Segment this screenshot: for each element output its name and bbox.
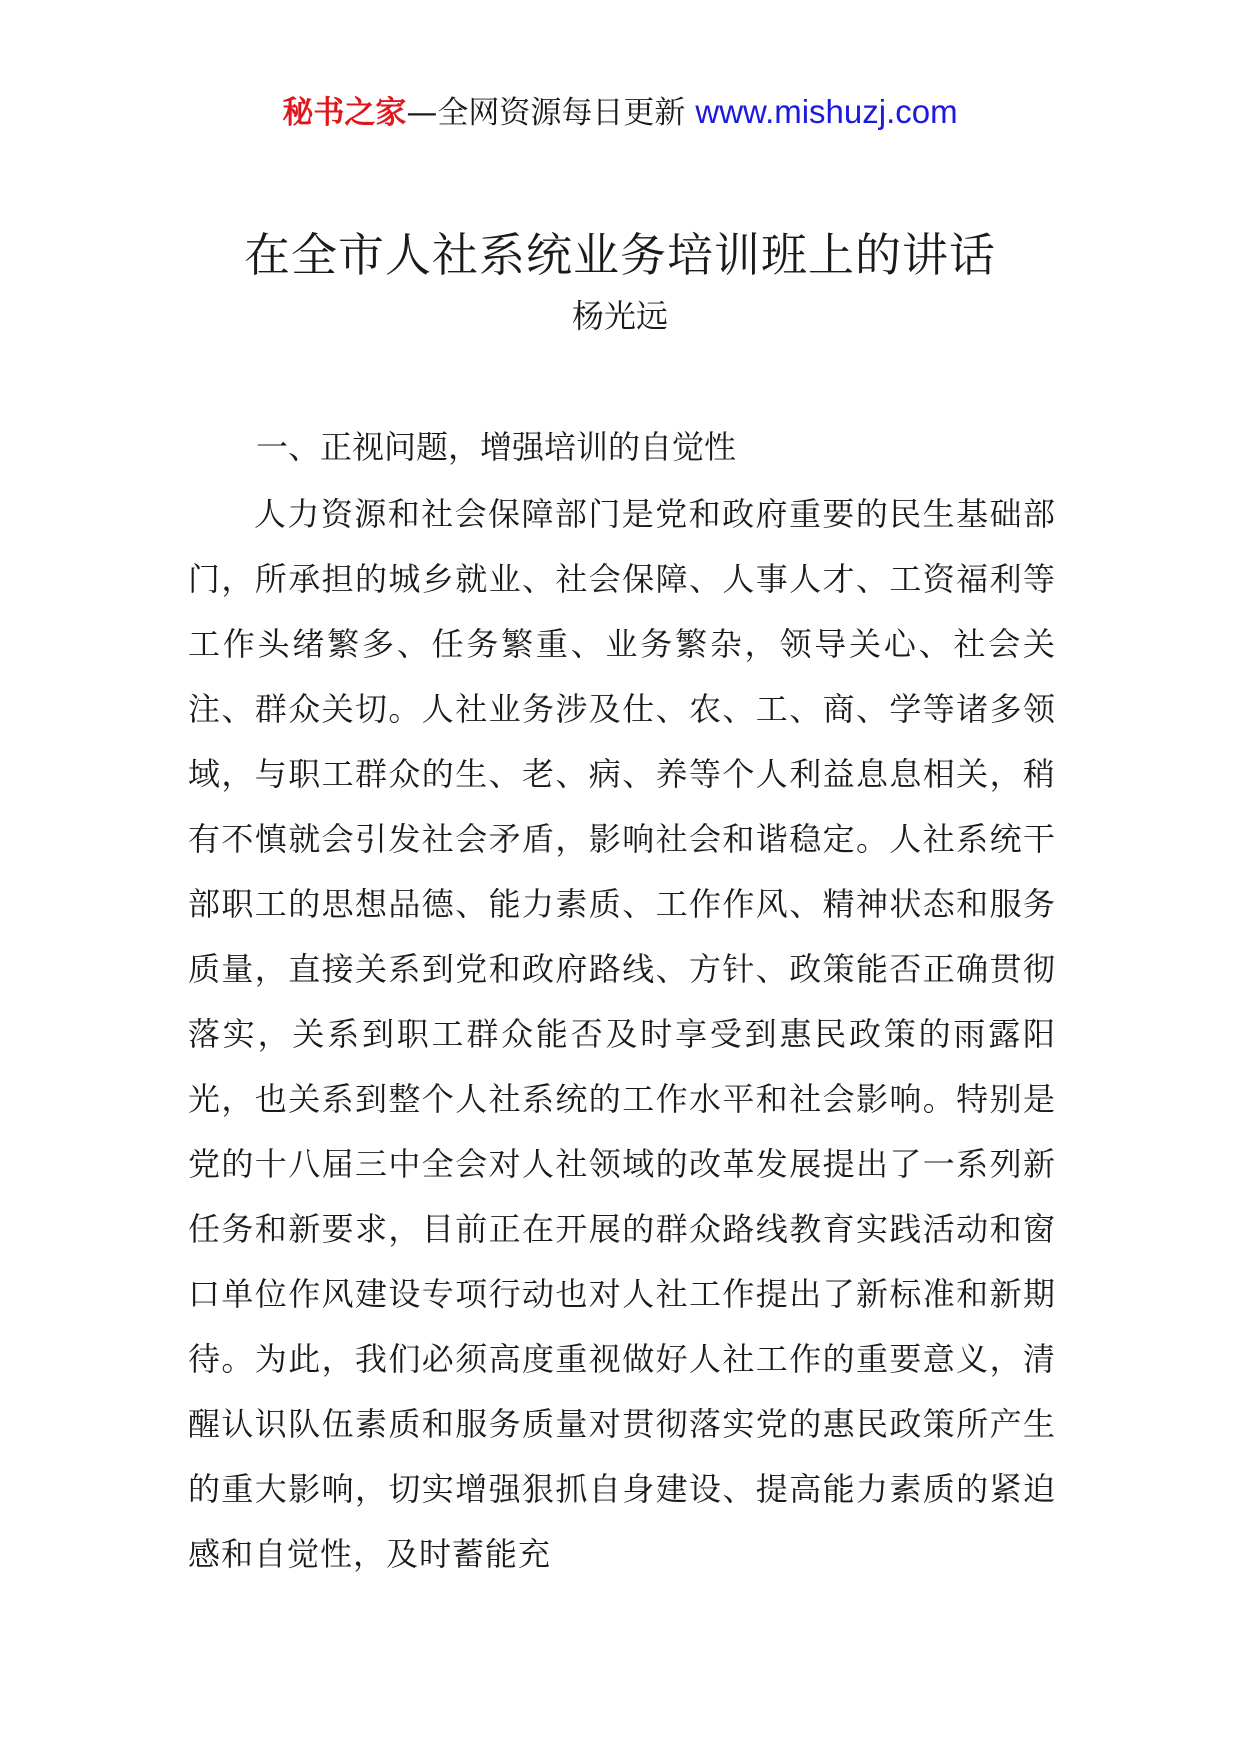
site-tagline: —全网资源每日更新 (406, 95, 686, 131)
document-title: 在全市人社系统业务培训班上的讲话 (244, 228, 996, 282)
document-author: 杨光远 (571, 297, 668, 335)
site-url-link[interactable]: www.mishuzj.com (695, 93, 958, 130)
section-heading: 一、正视问题，增强培训的自觉性 (256, 428, 737, 466)
site-header (0, 92, 1240, 133)
body-paragraph: 人力资源和社会保障部门是党和政府重要的民生基础部门，所承担的城乡就业、社会保障、人事人才、工资福利等工作头绪繁多、任务繁重、业务繁杂，领导关心、社会关注、群众关切。人社业务涉及仕、农、工、商、学等诸多领域，与职工群众的生、老、病、养等个人利益息息相关，稍有不慎就会引发社会矛盾，影响社会和谐稳定。人社系统干部职工的思想品德、能力素质、工作作风、精神状态和服务质量，直接关系到党和政府路线、方针、政策能否正确贯彻落实，关系到职工群众能否及时享受到惠民政策的雨露阳光，也关系到整个人社系统的工作水平和社会影响。特别是党的十八届三中全会对人社领域的改革发展提出了一系列新任务和新要求，目前正在开展的群众路线教育实践活动和窗口单位作风建设专项行动也对人社工作提出了新标准和新期待。为此，我们必须高度重视做好人社工作的重要意义，清醒认识队伍素质和服务质量对贯彻落实党的惠民政策所产生的重大影响，切实增强狠抓自身建设、提高能力素质的紧迫感和自觉性，及时蓄能充 (188, 495, 1056, 1573)
brand-name: 秘书之家 (282, 95, 407, 131)
